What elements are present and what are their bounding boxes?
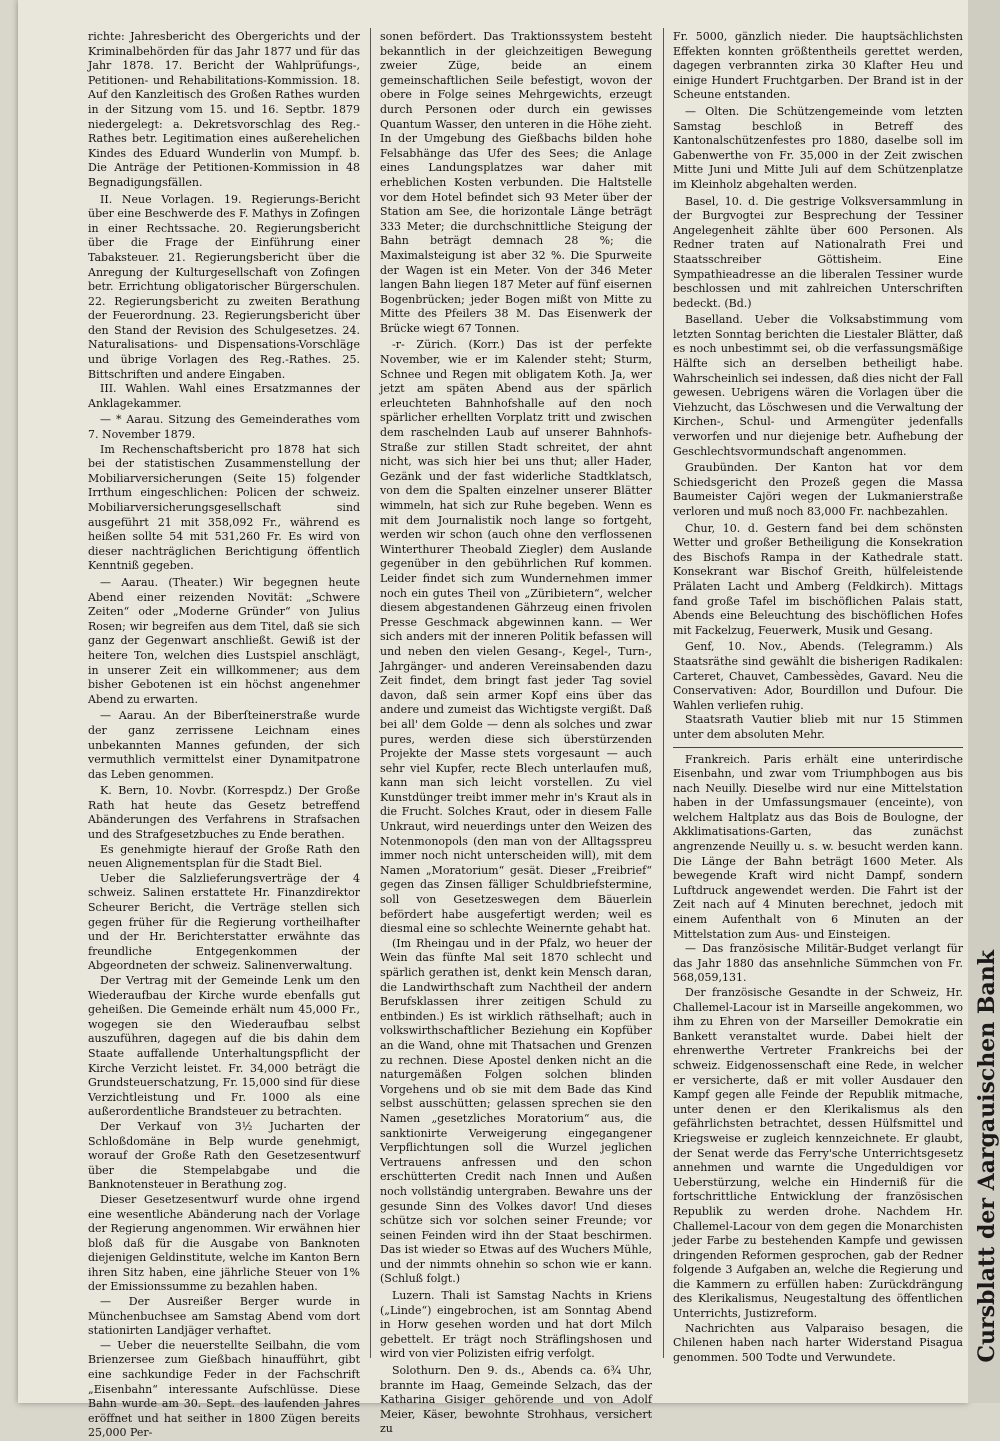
paragraph: Staatsrath Vautier blieb mit nur 15 Stimmen unter dem absoluten Mehr. bbox=[673, 713, 963, 741]
newspaper-page bbox=[18, 0, 968, 1440]
paragraph: — Ueber die neuerstellte Seilbahn, die vom Brienzersee zum Gießbach hinaufführt, gibt eine sachkundige Feder in der Fachschrift „Eisenbahn“ interessante Aufschlüsse. Diese Bahn wurde am 30. Sept. des laufenden Jahres eröffnet und hat seither in 1800 Zügen bereits 25,000 Per- bbox=[88, 1338, 360, 1440]
paragraph: Ueber die Salzlieferungsverträge der 4 schweiz. Salinen erstattete Hr. Finanzdirektor Scheurer Bericht, die Verträge stellen sich gegen früher für die Regierung vortheilhafter und der Hr. Berichterstatter erwähnte das freundliche Entgegenkommen der Abgeordneten der schweiz. Salinenverwaltung. bbox=[88, 871, 360, 973]
adjacent-page-edge bbox=[972, 0, 1000, 1403]
paragraph: Basel, 10. d. Die gestrige Volksversammlung in der Burgvogtei zur Besprechung der Tessiner Angelegenheit zählte über 600 Personen. Als Redner traten auf Nationalrath Frei und Staatsschreiber Göttisheim. Eine Sympathieadresse an die liberalen Tessiner wurde beschlossen und mit zahlreichen Unterschriften bedeckt. (Bd.) bbox=[673, 194, 963, 310]
paragraph: -r- Zürich. (Korr.) Das ist der perfekte November, wie er im Kalender steht; Sturm, Schnee und Regen mit obligatem Koth. Ja, wer jetzt am späten Abend aus der spärlich erleuchteten Bahnhofshalle auf den noch spärlicher erhellten Vorplatz tritt und zwischen dem raschelnden Laub auf unserer Bahnhofs-Straße zur stillen Stadt schreitet, der ahnt nicht, was sich hier bei uns thut; aller Hader, Gezänk und der fast widerliche Stadtklatsch, von dem die Spalten einzelner unserer Blätter wimmeln, hat sich zur Ruhe begeben. Wenn es mit dem Journalistik noch lange so fortgeht, werden wir schon (auch ohne den verflossenen Winterthurer Theobald Ziegler) dem Auslande gegenüber in den gebührlichen Ruf kommen. Leider findet sich zum Wundernehmen immer noch ein gutes Theil von „Züribietern“, welcher diesem abgestandenen Gährzeug einen frivolen Presse Geschmack abgewinnen kann. — Wer sich anders mit der inneren Politik befassen will und neben den vielen Gesang-, Kegel-, Turn-, Jahrgänger- und anderen Vereinsabenden dazu Zeit findet, dem bringt fast jeder Tag soviel davon, daß sein armer Kopf eins über das andere und zumeist das Wichtigste vergißt. Daß bei all' dem Golde — denn als solches und zwar pures, werden diese sich überstürzenden Projekte der Masse stets vorgesaunt — auch sehr viel Kupfer, recte Blech unterlaufen muß, kann man sich leicht vorstellen. Zu viel Kunstdünger treibt immer mehr in's Kraut als in die Frucht. Solches Kraut, oder in diesem Falle Unkraut, wird neuerdings unter den Weizen des Notenmonopols (den man von der Alltagsspreu immer noch nicht unterscheiden will), mit dem Namen „Moratorium“ gesät. Dieser „Freibrief“ gegen das Zinsen fälliger Schuldbriefstermine, soll von Gesetzeswegen dem Bäuerlein befördert habe ausgefertigt werden; weil es diesmal eine so schlechte Weinernte gehabt hat. bbox=[380, 338, 652, 936]
paragraph: K. Bern, 10. Novbr. (Korrespdz.) Der Große Rath hat heute das Gesetz betreffend Abänderungen des Verfahrens in Strafsachen und des Strafgesetzbuches zu Ende berathen. bbox=[88, 784, 360, 842]
paragraph: Genf, 10. Nov., Abends. (Telegramm.) Als Staatsräthe sind gewählt die bisherigen Radikalen: Carteret, Chauvet, Cambessèdes, Gavard. Neu die Conservativen: Ador, Bourdillon und Dufour. Die Wahlen verliefen ruhig. bbox=[673, 640, 963, 712]
paragraph: Frankreich. Paris erhält eine unterirdische Eisenbahn, und zwar vom Triumphbogen aus bis nach Neuilly. Dieselbe wird nur eine Mittelstation haben in der Umfassungsmauer (enceinte), von welchem Haltplatz aus das Bois de Boulogne, der Akklimatisations-Garten, das zunächst angrenzende Neuilly u. s. w. besucht werden kann. Die Länge der Bahn beträgt 1600 Meter. Als bewegende Kraft wird nicht Dampf, sondern Luftdruck angewendet werden. Die Fahrt ist der Zeit nach auf 4 Minuten berechnet, jedoch mit einem Aufenthalt von 6 Minuten an der Mittelstation zum Aus- und Einsteigen. bbox=[673, 752, 963, 941]
column-rule bbox=[370, 28, 371, 1358]
paragraph: Im Rechenschaftsbericht pro 1878 hat sich bei der statistischen Zusammenstellung der Mobiliarversicherungen (Seite 15) folgender Irrthum eingeschlichen: Policen der schweiz. Mobiliarversicherungsgesellschaft sind ausgeführt 21 mit 358,092 Fr., während es heißen sollte 54 mit 531,260 Fr. Es wird von dieser nachträglichen Berichtigung öffentlich Kenntniß gegeben. bbox=[88, 442, 360, 573]
paragraph: (Im Rheingau und in der Pfalz, wo heuer der Wein das fünfte Mal seit 1870 schlecht und spärlich gerathen ist, denkt kein Mensch daran, die Landwirthschaft zum Nachtheil der andern Berufsklassen ihrer zeitigen Schuld zu entbinden.) Es ist wirklich räthselhaft; auch in volkswirthschaftlicher Beziehung ein Kopfüber an die Wand, ohne mit Thatsachen und Grenzen zu rechnen. Diese Apostel denken nicht an die naturgemäßen Folgen solchen blinden Vorgehens und ob sie mit dem Bade das Kind selbst ausschütten; gelassen sprechen sie den Namen „gesetzliches Moratorium“ aus, die sanktionirte Verweigerung eingegangener Verpflichtungen soll die Wurzel jeglichen Vertrauens anfressen und den schon erschütterten Credit nach Innen und Außen noch vollständig untergraben. Bewahre uns der gesunde Sinn des Volkes davor! Und dieses schütze sich vor solchen seiner Freunde; vor seinen Feinden wird ihn der Staat beschirmen. Das ist wieder so Etwas auf des Wuchers Mühle, und der nimmts ohnehin so schon wie er kann. (Schluß folgt.) bbox=[380, 936, 652, 1286]
paragraph: Der Vertrag mit der Gemeinde Lenk um den Wiederaufbau der Kirche wurde ebenfalls gut geheißen. Die Gemeinde erhält num 45,000 Fr., wogegen sie den Wiederaufbau selbst auszuführen, dagegen auf die bis dahin dem Staate auffallende Unterhaltungspflicht der Kirche Verzicht leistet. Fr. 34,000 beträgt die Grundsteuerschatzung, Fr. 15,000 sind für diese Verzichtleistung und Fr. 1000 als eine außerordentliche Brandsteuer zu betrachten. bbox=[88, 974, 360, 1119]
paragraph: Fr. 5000, gänzlich nieder. Die hauptsächlichsten Effekten konnten größtentheils gerettet werden, dagegen verbrannten zirka 30 Klafter Heu und einige Hundert Fruchtgarben. Der Brand ist in der Scheune entstanden. bbox=[673, 30, 963, 102]
paragraph: II. Neue Vorlagen. 19. Regierungs-Bericht über eine Beschwerde des F. Mathys in Zofingen in einer Rechtssache. 20. Regierungsbericht über die Frage der Einführung einer Tabaksteuer. 21. Regierungsbericht über die Anregung der Kulturgesellschaft von Zofingen betr. Errichtung obligatorischer Bürgerschulen. 22. Regierungsbericht zu zweiten Berathung der Feuerordnung. 23. Regierungsbericht über den Stand der Revision des Schulgesetzes. 24. Naturalisations- und Dispensations-Vorschläge und übrige Vorlagen des Reg.-Rathes. 25. Bittschriften und andere Eingaben. bbox=[88, 192, 360, 381]
paragraph: sonen befördert. Das Traktionssystem besteht bekanntlich in der gleichzeitigen Bewegung zweier Züge, beide an einem gemeinschaftlichen Seile befestigt, wovon der obere in Folge seines Mehrgewichts, erzeugt durch Personen oder durch ein gewisses Quantum Wasser, den unteren in die Höhe zieht. In der Umgebung des Gießbachs bilden hohe Felsabhänge das Ufer des Sees; die Anlage eines Landungsplatzes war daher mit erheblichen Kosten verbunden. Die Haltstelle vor dem Hotel befindet sich 93 Meter über der Station am See, die horizontale Länge beträgt 333 Meter; die durchschnittliche Steigung der Bahn beträgt demnach 28 %; die Maximalsteigung ist aber 32 %. Die Spurweite der Wagen ist ein Meter. Von der 346 Meter langen Bahn liegen 187 Meter auf fünf eisernen Bogenbrücken; jeder Bogen mißt von Mitte zu Mitte des Pfeilers 38 M. Das Eisenwerk der Brücke wiegt 67 Tonnen. bbox=[380, 30, 652, 335]
paragraph: Nachrichten aus Valparaiso besagen, die Chilenen haben nach harter Widerstand Pisagua genommen. 500 Todte und Verwundete. bbox=[673, 1321, 963, 1364]
column-rule bbox=[663, 28, 664, 1358]
column-2 bbox=[380, 30, 652, 1436]
paragraph: Der französische Gesandte in der Schweiz, Hr. Challemel-Lacour ist in Marseille angekommen, wo ihm zu Ehren von der Marseiller Demokratie ein Bankett veranstaltet wurde. Dabei hielt der ehrenwerthe Vertreter Frankreichs bei der schweiz. Eidgenossenschaft eine Rede, in welcher er versicherte, daß er mit voller Ausdauer den Kampf gegen alle Feinde der Republik mitmache, unter denen er den Klerikalismus als den gefährlichsten betrachtet, dessen Hülfsmittel und Kriegsweise er zugleich kennzeichnete. Er glaubt, der Senat werde das Ferry'sche Unterrichtsgesetz annehmen und warnte die Ungeduldigen vor Ueberstürzung, welche ein Hinderniß für die fortschrittliche Entwicklung der französischen Republik zu werden drohe. Nachdem Hr. Challemel-Lacour von dem gegen die Monarchisten jeder Farbe zu bestehenden Kampfe und gewissen dringenden Reformen gesprochen, gab der Redner folgende 3 Aufgaben an, welche die Regierung und die Kammern zu erfüllen haben: Zurückdrängung des Klerikalismus, Neugestaltung des öffentlichen Unterrichts, Justizreform. bbox=[673, 986, 963, 1321]
paragraph: — Der Ausreißer Berger wurde in Münchenbuchsee am Samstag Abend vom dort stationirten Landjäger verhaftet. bbox=[88, 1295, 360, 1338]
paragraph: Baselland. Ueber die Volksabstimmung vom letzten Sonntag berichten die Liestaler Blätter, daß es noch unbestimmt sei, ob die verfassungsmäßige Hälfte sich an derselben betheiligt habe. Wahrscheinlich sei indessen, daß dies nicht der Fall gewesen. Uebrigens wären die Vorlagen über die Viehzucht, das Löschwesen und die Verwaltung der Kirchen-, Schul- und Armengüter jedenfalls verworfen und nur diejenige betr. Aufhebung der Geschlechtsvormundschaft angenommen. bbox=[673, 313, 963, 458]
paragraph: Luzern. Thali ist Samstag Nachts in Kriens („Linde“) eingebrochen, ist am Sonntag Abend in Horw gesehen worden und hat dort Milch gebettelt. Er trägt noch Sträflingshosen und wird von vier Polizisten eifrig verfolgt. bbox=[380, 1289, 652, 1361]
paragraph: — Olten. Die Schützengemeinde vom letzten Samstag beschloß in Betreff des Kantonalschützenfestes pro 1880, daselbe soll im Gabenwerthe von Fr. 35,000 in der Zeit zwischen Mitte Juni und Mitte Juli auf dem Schützenplatze im Kleinholz abgehalten werden. bbox=[673, 104, 963, 191]
spine-title: Cursblatt der Aargauischen Bank bbox=[974, 950, 1000, 1363]
paragraph: Graubünden. Der Kanton hat vor dem Schiedsgericht den Prozeß gegen die Massa Baumeister Cajöri wegen der Lukmanierstraße verloren und muß noch 83,000 Fr. nachbezahlen. bbox=[673, 461, 963, 518]
paragraph: Dieser Gesetzesentwurf wurde ohne irgend eine wesentliche Abänderung nach der Vorlage der Regierung angenommen. Wir erwähnen hier bloß daß für die Ausgabe von Banknoten diejenigen Geldinstitute, welche im Kanton Bern ihren Sitz haben, eine jährliche Steuer von 1% der Emissionssumme zu bezahlen haben. bbox=[88, 1192, 360, 1294]
paragraph: — Das französische Militär-Budget verlangt für das Jahr 1880 das ansehnliche Sümmchen von Fr. 568,059,131. bbox=[673, 942, 963, 985]
paragraph: richte: Jahresbericht des Obergerichts und der Kriminalbehörden für das Jahr 1877 und für das Jahr 1878. 17. Bericht der Wahlprüfungs-, Petitionen- und Rehabilitations-Kommission. 18. Auf den Kanzleitisch des Großen Rathes wurden in der Sitzung vom 15. und 16. Septbr. 1879 niedergelegt: a. Dekretsvorschlag des Reg.-Rathes betr. Legitimation eines außerehelichen Kindes des Eduard Wunderlin von Mumpf. b. Die Anträge der Petitionen-Kommission in 48 Begnadigungsfällen. bbox=[88, 30, 360, 189]
paragraph: Chur, 10. d. Gestern fand bei dem schönsten Wetter und großer Betheiligung die Konsekration des Bischofs Rampa in der Kathedrale statt. Konsekrant war Bischof Greith, hülfeleistende Prälaten Lacht und Amberg (Feldkirch). Mittags fand große Tafel im bischöflichen Palais statt, Abends eine Beleuchtung des bischöflichen Hofes mit Fackelzug, Feuerwerk, Musik und Gesang. bbox=[673, 521, 963, 637]
paragraph: Es genehmigte hierauf der Große Rath den neuen Alignementsplan für die Stadt Biel. bbox=[88, 842, 360, 871]
paragraph: Solothurn. Den 9. ds., Abends ca. 6¾ Uhr, brannte im Haag, Gemeinde Selzach, das der Katharina Gisiger gehörende und von Adolf Meier, Käser, bewohnte Strohhaus, versichert zu bbox=[380, 1364, 652, 1436]
column-3 bbox=[673, 30, 963, 1380]
paragraph: III. Wahlen. Wahl eines Ersatzmannes der Anklagekammer. bbox=[88, 382, 360, 410]
paragraph: Der Verkauf von 3½ Jucharten der Schloßdomäne in Belp wurde genehmigt, worauf der Große Rath den Gesetzesentwurf über die Stempelabgabe und die Banknotensteuer in Berathung zog. bbox=[88, 1119, 360, 1192]
paragraph: — Aarau. (Theater.) Wir begegnen heute Abend einer reizenden Novität: „Schwere Zeiten“ oder „Moderne Gründer“ von Julius Rosen; wir begreifen aus dem Titel, daß sie sich ganz der Gegenwart anschließt. Gewiß ist der heitere Ton, welchen dies Lustspiel anschlägt, in unserer Zeit ein willkommener; aus dem bisher Gebotenen ist ein höchst angenehmer Abend zu erwarten. bbox=[88, 575, 360, 706]
column-1 bbox=[88, 30, 360, 1440]
section-divider bbox=[673, 747, 963, 748]
paragraph: — * Aarau. Sitzung des Gemeinderathes vom 7. November 1879. bbox=[88, 413, 360, 442]
paragraph: — Aarau. An der Biberſteinerstraße wurde der ganz zerrissene Leichnam eines unbekannten Mannes gefunden, der sich vermuthlich vermittelst einer Dynamitpatrone das Leben genommen. bbox=[88, 709, 360, 781]
